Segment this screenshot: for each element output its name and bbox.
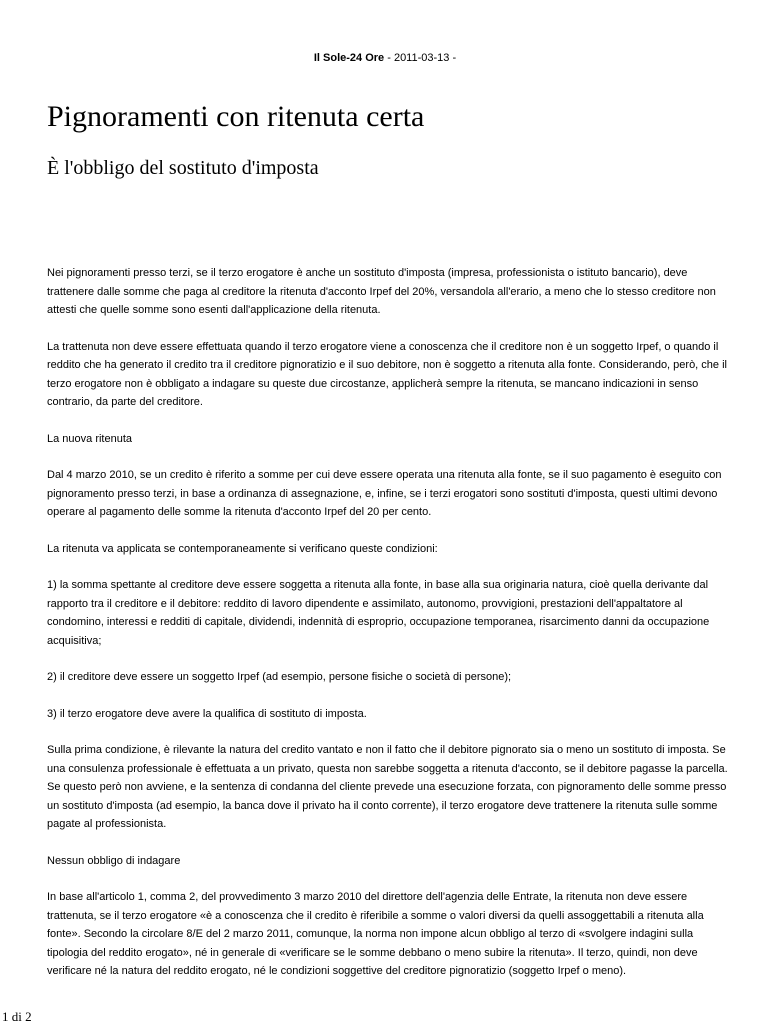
list-item: 2) il creditore deve essere un soggetto Irpef (ad esempio, persone fisiche o società di persone);: [47, 671, 512, 683]
paragraph: La trattenuta non deve essere effettuata quando il terzo erogatore viene a conoscenza che il creditore non è un soggetto Irpef, o quando il reddito che ha generato il credito tra il creditore pignoratizio e il suo debitore, non è soggetto a ritenuta alla fonte. Considerando, però, che il terzo erogatore non è obbligato a indagare su queste due circostanze, applicherà sempre la ritenuta, se mancano indicazioni in senso contrario, da parte del creditore.: [47, 340, 727, 408]
page-indicator: 1 di 2: [2, 1009, 32, 1024]
article-body: [47, 264, 737, 999]
article-subtitle: È l'obbligo del sostituto d'imposta: [47, 157, 319, 179]
paragraph: Sulla prima condizione, è rilevante la natura del credito vantato e non il fatto che il debitore pignorato sia o meno un sostituto di imposta. Se una consulenza professionale è effettuata a un privato, questa non sarebbe soggetta a ritenuta d'acconto, se il debitore pagasse la parcella. Se questo però non avviene, e la sentenza di condanna del cliente prevede una esecuzione forzata, con pignoramento delle somme presso un sostituto d'imposta (ad esempio, la banca dove il privato ha il conto corrente), il terzo erogatore deve trattenere la ritenuta sulle somme pagate al professionista.: [47, 744, 728, 830]
paragraph: Dal 4 marzo 2010, se un credito è riferito a somme per cui deve essere operata una ritenuta alla fonte, se il suo pagamento è eseguito con pignoramento presso terzi, in base a ordinanza di assegnazione, e, infine, se i terzi erogatori sono sostituti d'imposta, questi ultimi devono operare al pagamento delle somme la ritenuta d'acconto Irpef del 20 per cento.: [47, 469, 722, 518]
paragraph: La ritenuta va applicata se contemporaneamente si verificano queste condizioni:: [47, 542, 438, 555]
list-item: 3) il terzo erogatore deve avere la qualifica di sostituto di imposta.: [47, 707, 367, 720]
publication-date: - 2011-03-13 -: [384, 52, 457, 64]
section-heading: La nuova ritenuta: [47, 432, 133, 445]
list-item: 1) la somma spettante al creditore deve essere soggetta a ritenuta alla fonte, in base alla sua originaria natura, cioè quella derivante dal rapporto tra il creditore e il debitore: reddito di lavoro dipendente e assimilato, autonomo, provvigioni, prestazioni dell'appaltatore al condomino, interessi e redditi di capitale, dividendi, indennità di esproprio, occupazione temporanea, risarcimento danni da occupazione acquisitiva;: [47, 579, 710, 647]
article-header: [0, 51, 770, 65]
article-title: Pignoramenti con ritenuta certa: [47, 100, 425, 133]
paragraph: Nei pignoramenti presso terzi, se il terzo erogatore è anche un sostituto d'imposta (impresa, professionista o istituto bancario), deve trattenere dalle somme che paga al creditore la ritenuta d'acconto Irpef del 20%, versandola all'erario, a meno che lo stesso creditore non attesti che quelle somme sono esenti dall'applicazione della ritenuta.: [47, 267, 716, 316]
section-heading: Nessun obbligo di indagare: [47, 854, 181, 867]
publication-name: Il Sole-24 Ore: [313, 52, 385, 64]
paragraph: In base all'articolo 1, comma 2, del provvedimento 3 marzo 2010 del direttore dell'agenzia delle Entrate, la ritenuta non deve essere trattenuta, se il terzo erogatore «è a conoscenza che il credito è riferibile a somme o valori diversi da quelli assoggettabili a ritenuta alla fonte». Secondo la circolare 8/E del 2 marzo 2011, comunque, la norma non impone alcun obbligo al terzo di «svolgere indagini sulla tipologia del reddito erogato», né in generale di «verificare se le somme debbano o meno subire la ritenuta». Il terzo, quindi, non deve verificare né la natura del reddito erogato, né le condizioni soggettive del creditore pignoratizio (soggetto Irpef o meno).: [47, 891, 704, 977]
